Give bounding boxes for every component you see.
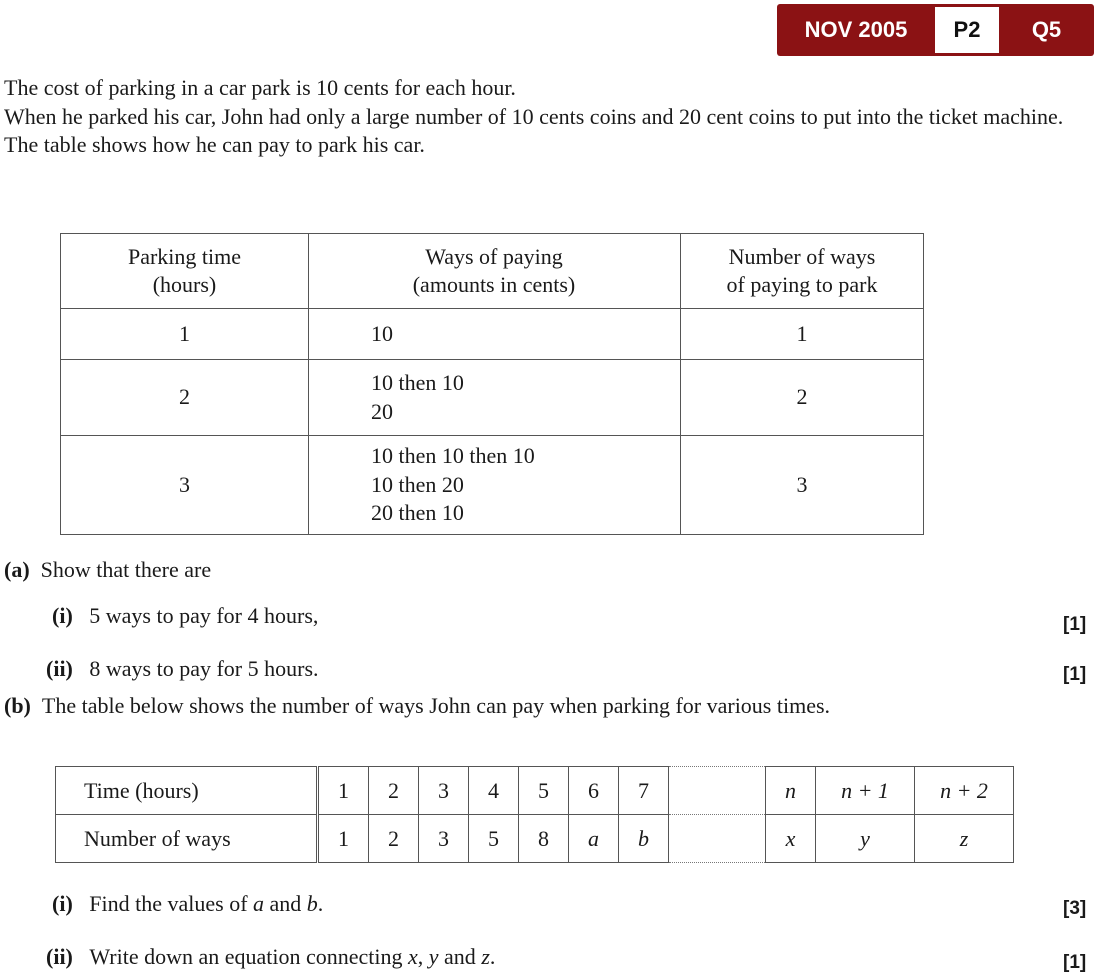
time-cell: 7	[619, 767, 669, 815]
ways-cell-z: z	[915, 815, 1014, 863]
marks-a-i: [1]	[1063, 614, 1087, 635]
ways-cell: 2	[369, 815, 419, 863]
part-b-stem: (b) The table below shows the number of ways John can pay when parking for various times.	[4, 693, 831, 718]
table-row	[61, 436, 924, 535]
ways-cell: 3	[419, 815, 469, 863]
question-intro	[4, 74, 1064, 160]
ways-cell-a: a	[569, 815, 619, 863]
time-cell: 1	[318, 767, 369, 815]
part-a-stem: (a) Show that there are	[4, 557, 212, 582]
ways-cell-y: y	[816, 815, 915, 863]
intro-line: When he parked his car, John had only a large number of 10 cents coins and 20 cent coins to put into the ticket machine.	[4, 103, 1064, 129]
time-cell: 4	[469, 767, 519, 815]
time-cell: 2	[369, 767, 419, 815]
ways-cell: 1	[318, 815, 369, 863]
marks-a-ii: [1]	[1063, 664, 1087, 685]
time-cell-n-plus-1: n + 1	[816, 767, 915, 815]
ellipsis-cell	[669, 815, 766, 863]
table-header-row	[61, 234, 924, 309]
cell-time: 3	[61, 436, 309, 535]
cell-count: 1	[681, 309, 924, 360]
intro-line: The cost of parking in a car park is 10 cents for each hour.	[4, 75, 516, 100]
ways-cell: 5	[469, 815, 519, 863]
time-cell-n-plus-2: n + 2	[915, 767, 1014, 815]
part-a-ii: (ii) 8 ways to pay for 5 hours.	[46, 656, 319, 681]
cell-time: 2	[61, 360, 309, 436]
part-b-i: (i) Find the values of a and b.	[52, 891, 324, 916]
row-label-time: Time (hours)	[56, 767, 311, 815]
part-a-i: (i) 5 ways to pay for 4 hours,	[52, 603, 319, 628]
intro-line: The table shows how he can pay to park his car.	[4, 132, 425, 157]
ellipsis-cell	[669, 767, 766, 815]
header-ways-of-paying: Ways of paying (amounts in cents)	[309, 234, 681, 309]
time-cell: 3	[419, 767, 469, 815]
table-row	[56, 767, 1014, 815]
parking-payment-table	[60, 233, 924, 535]
time-cell: 6	[569, 767, 619, 815]
marks-b-ii: [1]	[1063, 952, 1087, 973]
ways-sequence-table	[55, 766, 1014, 863]
cell-count: 3	[681, 436, 924, 535]
table-row	[56, 815, 1014, 863]
row-label-ways: Number of ways	[56, 815, 311, 863]
ways-cell-b: b	[619, 815, 669, 863]
ways-cell: 8	[519, 815, 569, 863]
time-cell: 5	[519, 767, 569, 815]
exam-reference-badge	[777, 4, 1094, 56]
cell-ways: 10 then 10 20	[309, 360, 681, 436]
cell-time: 1	[61, 309, 309, 360]
table-row	[61, 360, 924, 436]
time-cell-n: n	[766, 767, 816, 815]
cell-ways: 10	[309, 309, 681, 360]
paper-label: P2	[935, 7, 999, 53]
table-row	[61, 309, 924, 360]
header-parking-time: Parking time (hours)	[61, 234, 309, 309]
ways-cell-x: x	[766, 815, 816, 863]
cell-count: 2	[681, 360, 924, 436]
header-number-of-ways: Number of ways of paying to park	[681, 234, 924, 309]
part-b-ii: (ii) Write down an equation connecting x, y and z.	[46, 944, 496, 969]
cell-ways: 10 then 10 then 10 10 then 20 20 then 10	[309, 436, 681, 535]
marks-b-i: [3]	[1063, 898, 1087, 919]
question-label: Q5	[1031, 17, 1062, 42]
session-label: NOV 2005	[804, 17, 908, 42]
